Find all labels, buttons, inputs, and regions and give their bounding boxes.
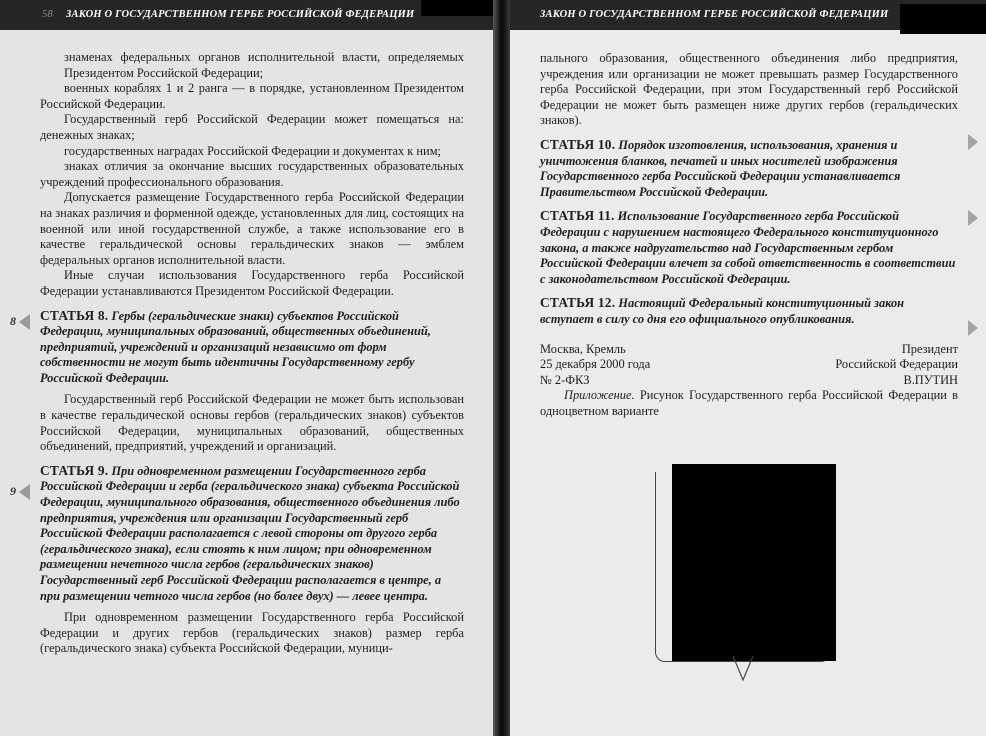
redaction-block [421, 0, 493, 16]
margin-arrow-icon [19, 484, 30, 500]
signature-right [835, 342, 958, 389]
article-8-margin-marker [10, 314, 30, 330]
article-12-margin-marker [968, 320, 986, 338]
signature-block [540, 342, 958, 389]
sign-title-2: Российской Федерации [835, 357, 958, 372]
article-11-margin-marker [968, 210, 986, 228]
margin-number: 8 [10, 314, 16, 328]
page-number: 58 [42, 9, 53, 20]
article-9-heading [40, 463, 464, 604]
book-spine [493, 0, 510, 736]
article-11-label: СТАТЬЯ 11. [540, 208, 615, 224]
article-10-margin-marker [968, 134, 986, 152]
article-12-label: СТАТЬЯ 12. [540, 295, 616, 311]
article-9-title: При одновременном размещении Государственного герба Российской Федерации и герба (геральдического знака) субъекта Российской Федерации, муниципального образования, общественного объединения либо предприятия, учреждения или организации Государственный герб Российской Федерации располагается с левой стороны от другого герба (геральдического знака), если стоять к ним лицом; при одновременном размещении нечетного числа гербов (геральдических знаков) Государственный герб Российской Федерации располагается в центре, а при размещении четного числа гербов (но более двух) — левее центра. [40, 463, 460, 603]
article-12-heading [540, 295, 958, 327]
paragraph: государственных наградах Российской Федерации и документах к ним; [64, 143, 441, 158]
figure-redaction [672, 464, 836, 661]
right-header-title: ЗАКОН О ГОСУДАРСТВЕННОМ ГЕРБЕ РОССИЙСКОЙ ФЕДЕРАЦИИ [540, 9, 889, 20]
left-running-header [0, 0, 493, 30]
appendix-note [540, 388, 958, 419]
paragraph: пального образования, общественного объединения либо предприятия, учреждения или организации не может превышать размер Государственного герба Российской Федерации, при этом Государственный герб Российской Федерации не может быть размещен ниже других гербов (геральдических знаков). [540, 51, 958, 128]
article-11-title: Использование Государственного герба Российской Федерации с нарушением настоящего Федерального конституционного закона, а также надругательство над Государственным гербом Российской Федерации влечет за собой ответственность в соответствии с законодательством Российской Федерации. [540, 209, 956, 286]
margin-number: 9 [10, 484, 16, 498]
paragraph: Иные случаи использования Государственного герба Российской Федерации устанавливаются Президентом Российской Федерации. [40, 268, 464, 298]
article-12-title: Настоящий Федеральный конституционный закон вступает в силу со дня его официального опубликования. [540, 296, 905, 326]
sign-date: 25 декабря 2000 года [540, 357, 651, 372]
margin-arrow-icon [968, 134, 978, 150]
sign-place: Москва, Кремль [540, 341, 626, 356]
appendix-label: Приложение. [564, 388, 635, 403]
sign-title-1: Президент [901, 341, 958, 356]
signature-left [540, 342, 650, 389]
paragraph: Государственный герб Российской Федерации может помещаться на: денежных знаках; [40, 112, 464, 142]
paragraph: При одновременном размещении Государственного герба Российской Федерации и других гербов (геральдических знаков) размер герба (геральдического знака) субъекта Российской Федерации, муници- [40, 610, 464, 656]
article-8-label: СТАТЬЯ 8. [40, 307, 109, 323]
article-8-title: Гербы (геральдические знаки) субъектов Российской Федерации, муниципальных образований, общественных объединений, предприятий, учреждений и организаций независимо от форм собственности не могут быть идентичны Государственному гербу Российской Федерации. [40, 308, 431, 385]
article-9-label: СТАТЬЯ 9. [40, 462, 109, 478]
appendix-text: Рисунок Государственного герба Российской Федерации в одноцветном варианте [540, 388, 958, 418]
margin-arrow-icon [968, 210, 978, 226]
sign-number: № 2-ФКЗ [540, 372, 590, 387]
paragraph: военных кораблях 1 и 2 ранга — в порядке, установленном Президентом Российской Федерации. [40, 81, 464, 111]
paragraph: знаках отличия за окончание высших государственных образовательных учреждений профессионального образования. [40, 159, 464, 189]
paragraph: Государственный герб Российской Федерации не может быть использован в качестве геральдической основы гербов (геральдических знаков) субъектов Российской Федерации, муниципальных образований, общественных объединений, предприятий, учреждений и организаций. [40, 392, 464, 454]
sign-name: В.ПУТИН [903, 372, 958, 387]
right-text-column [540, 51, 958, 419]
paragraph: знаменах федеральных органов исполнительной власти, определяемых Президентом Российской Федерации; [64, 50, 464, 80]
article-11-heading [540, 208, 958, 287]
figure-pointer-icon [733, 656, 753, 682]
article-8-heading [40, 308, 464, 387]
margin-arrow-icon [968, 320, 978, 336]
left-text-column [40, 50, 464, 657]
article-9-margin-marker [10, 484, 30, 500]
left-header-title: ЗАКОН О ГОСУДАРСТВЕННОМ ГЕРБЕ РОССИЙСКОЙ ФЕДЕРАЦИИ [66, 9, 415, 20]
margin-arrow-icon [19, 314, 30, 330]
article-10-heading [540, 137, 958, 200]
redaction-block [900, 4, 986, 34]
paragraph: Допускается размещение Государственного герба Российской Федерации на знаках различия и форменной одежде, установленных для лиц, состоящих на военной или иной государственной службе, а также использование его в качестве геральдической основы геральдических знаков — эмблем федеральных органов исполнительной власти. [40, 190, 464, 267]
article-10-label: СТАТЬЯ 10. [540, 136, 616, 152]
article-10-title: Порядок изготовления, использования, хранения и уничтожения бланков, печатей и иных носителей изображения Государственного герба Российской Федерации устанавливается Правительством Российской Федерации. [540, 137, 901, 199]
